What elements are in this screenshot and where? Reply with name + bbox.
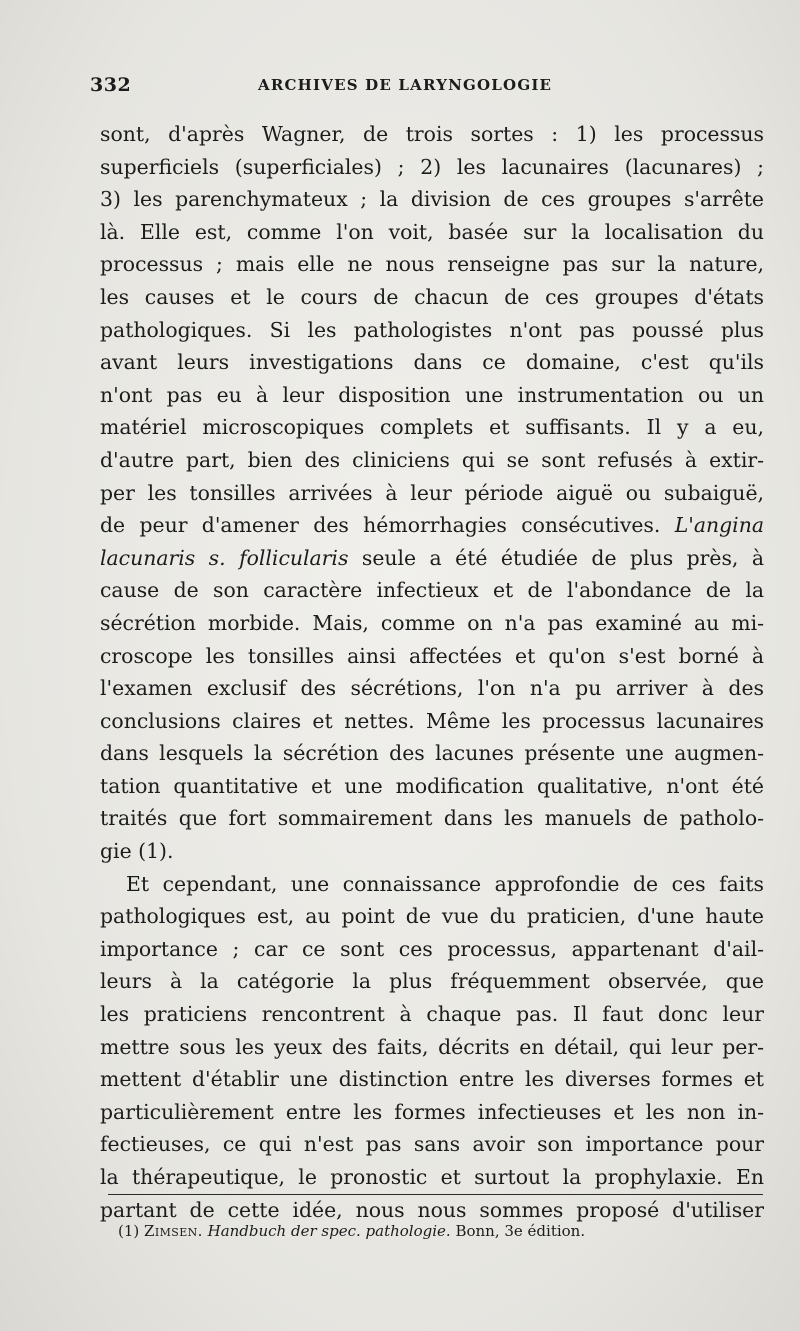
- page-number: 332: [90, 74, 132, 96]
- text-line: traités que fort sommairement dans les manuels de patholo-: [100, 806, 764, 831]
- text-line: gie (1).: [100, 839, 174, 864]
- footnote-divider: [108, 1194, 763, 1195]
- footnote-author: Zimsen.: [144, 1222, 203, 1240]
- footnote-marker: (1): [118, 1222, 140, 1240]
- italic-term: L'angina: [674, 513, 764, 538]
- text-line: croscope les tonsilles ainsi affectées et qu'on s'est borné à: [100, 643, 764, 668]
- text-line: pathologiques est, au point de vue du praticien, d'une haute: [100, 904, 764, 929]
- text-line: matériel microscopiques complets et suffisants. Il y a eu,: [100, 415, 764, 440]
- text-line: sécrétion morbide. Mais, comme on n'a pas examiné au mi-: [100, 610, 764, 635]
- text-segment: seule a été étudiée de plus près, à: [348, 545, 764, 570]
- text-line: mettent d'établir une distinction entre les diverses formes et: [100, 1067, 764, 1092]
- text-line: là. Elle est, comme l'on voit, basée sur la localisation du: [100, 219, 764, 244]
- text-line: per les tonsilles arrivées à leur période aiguë ou subaiguë,: [100, 480, 764, 505]
- text-line-with-italic: [100, 542, 764, 575]
- text-line-with-italic: [100, 509, 764, 542]
- text-line: pathologiques. Si les pathologistes n'ont pas poussé plus: [100, 317, 764, 342]
- footnote-work: Handbuch der spec. pathologie.: [207, 1222, 451, 1240]
- journal-title: ARCHIVES DE LARYNGOLOGIE: [258, 76, 553, 94]
- text-line: sont, d'après Wagner, de trois sortes : 1) les processus: [100, 122, 764, 146]
- text-line: fectieuses, ce qui n'est pas sans avoir son importance pour: [100, 1132, 764, 1157]
- text-line: avant leurs investigations dans ce domaine, c'est qu'ils: [100, 350, 764, 375]
- text-line: 3) les parenchymateux ; la division de ces groupes s'arrête: [100, 187, 764, 212]
- text-line: les causes et le cours de chacun de ces groupes d'états: [100, 284, 764, 309]
- italic-term: lacunaris s. follicularis: [100, 545, 349, 570]
- text-line: les praticiens rencontrent à chaque pas. Il faut donc leur: [100, 1002, 764, 1027]
- text-line: conclusions claires et nettes. Même les processus lacunaires: [100, 708, 764, 733]
- text-line: dans lesquels la sécrétion des lacunes présente une augmen-: [100, 741, 764, 766]
- text-line: n'ont pas eu à leur disposition une instrumentation ou un: [100, 382, 764, 407]
- text-line: cause de son caractère infectieux et de l'abondance de la: [100, 578, 764, 603]
- text-line: processus ; mais elle ne nous renseigne pas sur la nature,: [100, 252, 764, 277]
- body-text: [100, 118, 764, 1226]
- text-line: superficiels (superficiales) ; 2) les lacunaires (lacunares) ;: [100, 154, 764, 179]
- text-line: la thérapeutique, le pronostic et surtout la prophylaxie. En: [100, 1165, 764, 1189]
- footnote-edition: Bonn, 3e édition.: [455, 1222, 586, 1240]
- text-line: partant de cette idée, nous nous sommes proposé d'utiliser: [100, 1197, 764, 1222]
- text-line: particulièrement entre les formes infectieuses et les non in-: [100, 1099, 764, 1124]
- text-line: importance ; car ce sont ces processus, appartenant d'ail-: [100, 936, 764, 961]
- text-line: d'autre part, bien des cliniciens qui se sont refusés à extir-: [100, 447, 764, 472]
- text-segment: de peur d'amener des hémorrhagies consécutives.: [100, 513, 661, 538]
- running-head: [90, 74, 740, 96]
- text-line: mettre sous les yeux des faits, décrits en détail, qui leur per-: [100, 1034, 764, 1059]
- text-line: Et cependant, une connaissance approfondie de ces faits: [126, 871, 764, 896]
- footnote: [118, 1222, 585, 1240]
- text-line: tation quantitative et une modification qualitative, n'ont été: [100, 773, 764, 798]
- text-line: leurs à la catégorie la plus fréquemment observée, que: [100, 969, 764, 994]
- text-line: l'examen exclusif des sécrétions, l'on n'a pu arriver à des: [100, 676, 764, 701]
